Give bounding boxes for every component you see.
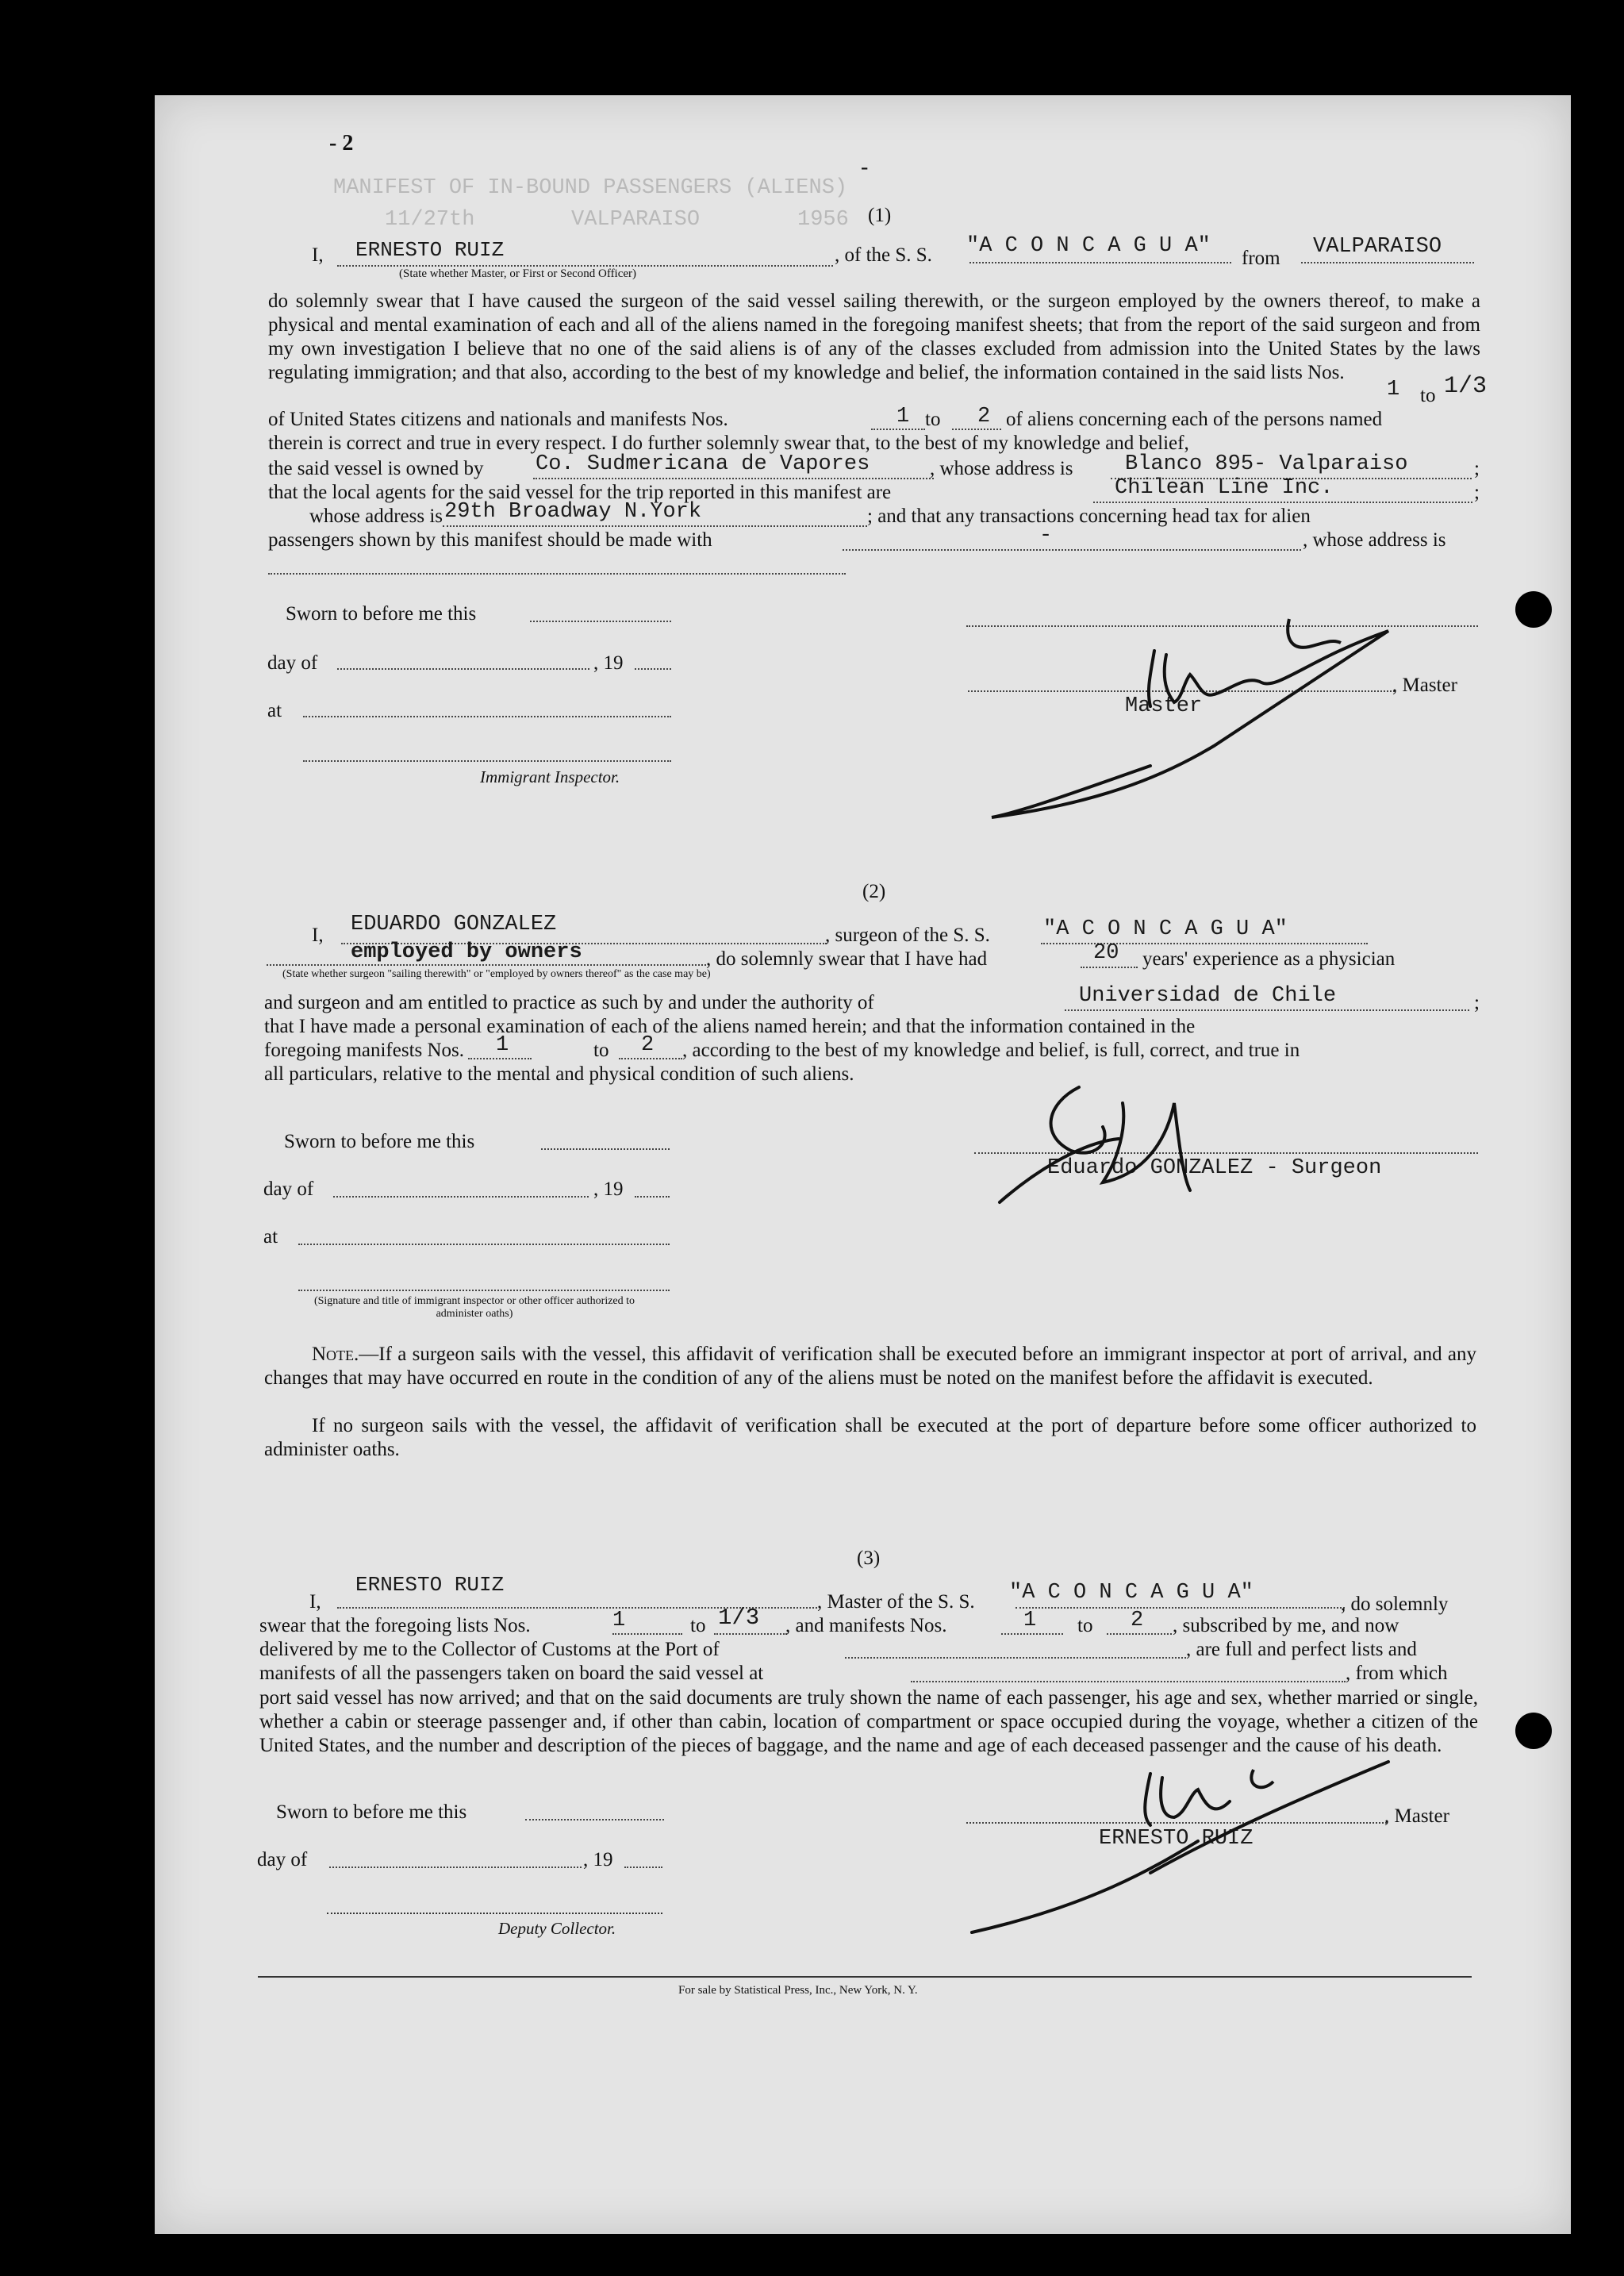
passengers-label: passengers shown by this manifest should be made with [268, 529, 712, 551]
note-paragraph-2: If no surgeon sails with the vessel, the affidavit of verification shall be executed at the port of departure before some officer authorized to administer oaths. [264, 1415, 1476, 1460]
ship-name: "A C O N C A G U A" [966, 234, 1211, 258]
manifest-to: 2 [977, 405, 991, 429]
agents-label: that the local agents for the said vessel for the trip reported in this manifest are [268, 482, 892, 503]
authority-text: and surgeon and am entitled to practice as such by and under the authority of [264, 992, 874, 1013]
semicolon-2: ; [1474, 482, 1480, 503]
footer-imprint: For sale by Statistical Press, Inc., New York, N. Y. [678, 1984, 918, 1997]
lists-to: 1/3 [1444, 373, 1488, 400]
owned-by-label: the said vessel is owned by [268, 458, 484, 479]
semicolon-1: ; [1474, 458, 1480, 479]
master-signature-1 [976, 603, 1452, 841]
lists-from-3: 1 [612, 1609, 626, 1632]
day-of-label-2: day of [263, 1178, 314, 1200]
note-text-1: —If a surgeon sails with the vessel, this affidavit of verification shall be executed before an immigrant inspector at port of arrival, and any changes that may have occurred en route in the condition of any of the aliens must be noted on the manifest before the affidavit is executed. [264, 1344, 1476, 1389]
lists-from: 1 [1387, 378, 1400, 402]
punch-hole-bottom [1515, 1713, 1552, 1749]
surgeon-signature-name: Eduardo GONZALEZ - Surgeon [1047, 1156, 1382, 1180]
section2-body-b: , according to the best of my knowledge and belief, is full, correct, and true in [682, 1040, 1300, 1061]
section1-intro: I, [312, 244, 324, 266]
semicolon-3: ; [1474, 992, 1480, 1013]
experience-text: years' experience as a physician [1142, 948, 1396, 970]
departure-port: VALPARAISO [1313, 235, 1442, 259]
officer-caption: (Signature and title of immigrant inspector or other officer authorized to administer oaths) [313, 1295, 635, 1320]
ship-name-2: "A C O N C A G U A" [1043, 917, 1288, 941]
surgeon-employment: employed by owners [351, 940, 582, 964]
section1-body: do solemnly swear that I have caused the surgeon of the said vessel sailing therewith, or the surgeon employed by the owners thereof, to make a physical and mental examination of each and all of the aliens named in the foregoing manifest sheets; that from the report of the said surgeon and from my own investigation I believe that no one of the said aliens is of any of the classes excluded from admission into the United States by the laws regulating immigration; and that also, according to the best of my knowledge and belief, the information contained in the said lists Nos. [268, 290, 1480, 383]
day-of-label-3: day of [257, 1849, 308, 1870]
note-paragraph-1 [264, 1343, 1476, 1390]
sworn-label-1: Sworn to before me this [286, 603, 477, 625]
section2-number: (2) [862, 881, 886, 902]
at-label-2: at [263, 1226, 278, 1248]
master-signature-3 [960, 1746, 1404, 1968]
ship-name-3: "A C O N C A G U A" [1009, 1581, 1254, 1605]
punch-hole-top [1515, 591, 1552, 628]
top-mark-middle: - [861, 155, 869, 179]
from-which-label: , from which [1346, 1663, 1448, 1684]
section3-body: port said vessel has now arrived; and that on the said documents are truly shown the name of each passenger, his age and sex, whether married or single, whether a cabin or steerage passenger and, if other than cabin, location of compartment or space occupied during the voyage, whether a citizen of the United States, and the number and description of the pieces of baggage, and the name and age of each deceased passenger and the cause of his death. [259, 1687, 1478, 1756]
day-of-label-1: day of [267, 652, 318, 674]
at-label-1: at [267, 700, 282, 721]
master-of-label: , Master of the S. S. [817, 1591, 975, 1613]
correct-text: therein is correct and true in every respect. I do further solemnly swear that, to the best of my knowledge and belief, [268, 433, 1189, 454]
bleed-through-ship: VALPARAISO [571, 208, 701, 232]
year-prefix-1: , 19 [593, 652, 624, 674]
to-word-2: to [593, 1040, 609, 1061]
deputy-collector-caption: Deputy Collector. [498, 1919, 616, 1938]
lists-to-3: 1/3 [718, 1605, 760, 1631]
to-word-4: to [1077, 1615, 1093, 1636]
employment-caption: (State whether surgeon "sailing therewith" or "employed by owners thereof" as the case may be) [282, 968, 711, 980]
section3-intro: I, [309, 1591, 321, 1613]
years-experience: 20 [1093, 941, 1119, 965]
section2-intro: I, [312, 925, 324, 946]
year-prefix-3: , 19 [583, 1849, 613, 1870]
head-tax-label: ; and that any transactions concerning head tax for alien [867, 506, 1311, 527]
and-manifests-label: , and manifests Nos. [785, 1615, 947, 1636]
from-label: from [1242, 248, 1280, 269]
bleed-through-date: 11/27th [385, 208, 475, 232]
bleed-through-year: 1956 [797, 208, 849, 232]
owner-name: Co. Sudmericana de Vapores [536, 452, 870, 476]
surgeon-name: EDUARDO GONZALEZ [351, 913, 557, 936]
section1-number: (1) [868, 205, 892, 226]
surgeon-signature [984, 1055, 1222, 1230]
authority-name: Universidad de Chile [1079, 984, 1337, 1008]
master-title-1: Master [1125, 694, 1203, 718]
subscribed-label: , subscribed by me, and now [1173, 1615, 1399, 1636]
lists-to-word: to [1420, 385, 1436, 406]
swear-text: , do solemnly swear that I have had [706, 948, 988, 970]
head-tax-with: - [1039, 524, 1053, 548]
master-name-signed: ERNESTO RUIZ [1099, 1827, 1254, 1851]
master-name-3: ERNESTO RUIZ [355, 1573, 505, 1597]
note-label: Note. [312, 1344, 359, 1365]
of-the-ss-label: , of the S. S. [835, 244, 932, 266]
master-name-caption: (State whether Master, or First or Second Officer) [399, 267, 637, 280]
section2-body-c: all particulars, relative to the mental and physical condition of such aliens. [264, 1063, 854, 1085]
whose-address-end: , whose address is [1303, 529, 1446, 551]
manifest-from-2: 1 [496, 1033, 509, 1057]
manifest-to-3: 2 [1131, 1609, 1144, 1632]
section2-body-a: that I have made a personal examination of each of the aliens named herein; and that the information contained in the [264, 1016, 1196, 1037]
manifest-to-2: 2 [641, 1033, 655, 1057]
master-name: ERNESTO RUIZ [355, 238, 505, 262]
agent-name: Chilean Line Inc. [1115, 476, 1334, 500]
manifest-from: 1 [896, 405, 910, 429]
sworn-label-2: Sworn to before me this [284, 1131, 475, 1152]
master-suffix-1: , Master [1392, 675, 1457, 696]
agent-address-label: whose address is [309, 506, 443, 527]
manifests-of-label: manifests of all the passengers taken on board the said vessel at [259, 1663, 764, 1684]
to-word-3: to [690, 1615, 706, 1636]
year-prefix-2: , 19 [593, 1178, 624, 1200]
section3-number: (3) [857, 1547, 881, 1569]
bleed-through-title: MANIFEST OF IN-BOUND PASSENGERS (ALIENS) [333, 176, 848, 200]
immigrant-inspector-caption: Immigrant Inspector. [480, 767, 620, 786]
citizens-manifest-text: of United States citizens and nationals and manifests Nos. [268, 409, 728, 430]
full-perfect-label: , are full and perfect lists and [1186, 1639, 1417, 1660]
aliens-text: of aliens concerning each of the persons named [1006, 409, 1383, 430]
surgeon-of-label: , surgeon of the S. S. [825, 925, 990, 946]
delivered-label: delivered by me to the Collector of Customs at the Port of [259, 1639, 720, 1660]
owner-address: Blanco 895- Valparaiso [1125, 452, 1408, 476]
top-mark-left: - 2 [329, 131, 354, 156]
sworn-label-3: Sworn to before me this [276, 1801, 467, 1823]
agent-address: 29th Broadway N.York [444, 500, 702, 524]
to-word-1: to [925, 409, 941, 430]
solemnly-label: , do solemnly [1341, 1594, 1449, 1615]
foregoing-label: foregoing manifests Nos. [264, 1040, 465, 1061]
master-suffix-3: , Master [1384, 1805, 1449, 1827]
swear-lists-label: swear that the foregoing lists Nos. [259, 1615, 531, 1636]
manifest-from-3: 1 [1023, 1609, 1037, 1632]
whose-address-label: , whose address is [930, 458, 1073, 479]
